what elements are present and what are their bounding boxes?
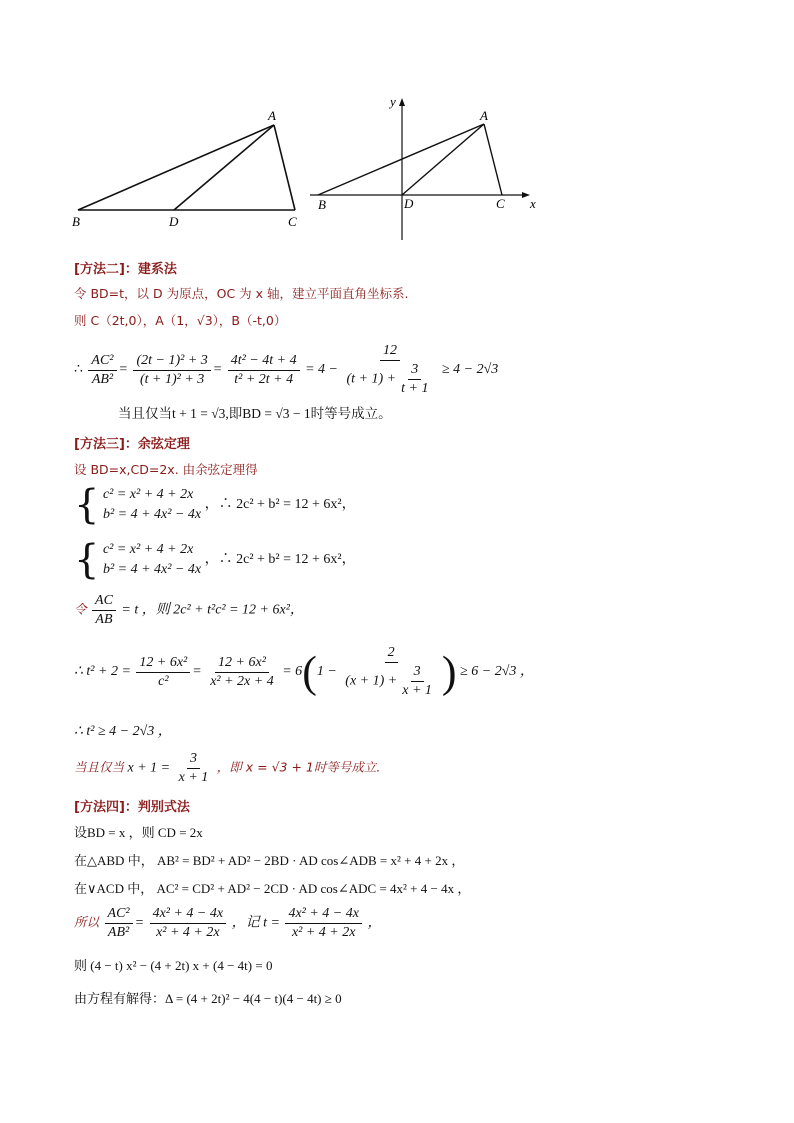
m3-eq-c-den-a: (x + 1) + bbox=[345, 673, 398, 689]
label-d: D bbox=[404, 196, 414, 211]
method4-ratio: 所以 $\frac{\text{AC²}}{\text{AB²}}$ = $\frac{\text{4x² + 4 − 4x}}{\text{x² + 4 + 2x}}$ ，记 t = $\frac{\text{4x² + 4 − 4x}}{\text{x² + 4 + 2x}}$ ， bbox=[74, 906, 382, 940]
sys1-result: ，∴ 2c² + b² = 12 + 6x²， bbox=[204, 497, 356, 513]
ratio-b-den: x² + 4 + 2x bbox=[156, 925, 220, 940]
m3-eq-c-in: 1 − bbox=[316, 664, 337, 680]
method4-line1: 设BD = x ，则 CD = 2x bbox=[74, 825, 203, 840]
method3-system-1: { c² = x² + 4 + 2x b² = 4 + 4x² − 4x ，∴ 2c² + b² = 12 + 6x²， bbox=[74, 482, 356, 528]
method3-let bbox=[74, 592, 304, 629]
segment-ac bbox=[274, 125, 295, 210]
method2-equation: ∴ $\frac{\text{AC²}}{\text{AB²}}$ = $\frac{\text{(2t − 1)² + 3}}{\text{(t + 1)² + 3}}$ = $\frac{\text{4t² − 4t + 4}}{\text{t² + 2t + 4}}$ = 4 − 12 (t + 1) + $\frac{3}{t + 1}$ ≥ 4 − 2√3 bbox=[74, 343, 499, 396]
cond-num: 3 bbox=[187, 750, 200, 769]
x-axis-arrow bbox=[522, 192, 530, 198]
ratio-c-num: 4x² + 4 − 4x bbox=[285, 905, 362, 924]
m3-eq-rhs: ≥ 6 − 2√3 ， bbox=[460, 664, 534, 680]
label-b: B bbox=[72, 214, 80, 229]
triangle-figure bbox=[68, 105, 308, 230]
m3-eq-c-num: 2 bbox=[385, 644, 398, 663]
method3-result: ∴ t² ≥ 4 − 2√3 ， bbox=[74, 724, 172, 739]
eq-lhs-num: AC² bbox=[88, 352, 116, 371]
eq-f3-num: 12 bbox=[380, 342, 400, 361]
method3-condition bbox=[74, 750, 380, 787]
y-axis-arrow bbox=[399, 98, 405, 106]
m3-eq-b-den: x² + 2x + 4 bbox=[210, 673, 274, 689]
let-post: = t ，则 2c² + t²c² = 12 + 6x²， bbox=[121, 602, 304, 618]
let-den: AB bbox=[95, 612, 113, 627]
sys1-a: c² = x² + 4 + 2x bbox=[102, 487, 194, 502]
ratio-mid: ，记 t = bbox=[231, 915, 280, 931]
eq-f2-den: t² + 2t + 4 bbox=[234, 371, 294, 387]
m3-eq-c-den-den: x + 1 bbox=[402, 683, 432, 698]
eq-f3-den-num: 3 bbox=[408, 361, 421, 380]
ratio-c-den: x² + 4 + 2x bbox=[291, 925, 356, 940]
cond-post: ，即 x = √3 + 1时等号成立. bbox=[216, 759, 381, 775]
eq-f3-den-den: t + 1 bbox=[401, 381, 429, 396]
segment-ad bbox=[174, 125, 274, 210]
method4-line2: 在△ABD 中， AB² = BD² + AD² − 2BD · AD cos∠ADB = x² + 4 + 2x ， bbox=[74, 853, 465, 868]
coordinate-figure bbox=[300, 92, 550, 244]
m3-eq-a-den: c² bbox=[158, 673, 169, 689]
method4-heading: [方法四]：判别式法 bbox=[74, 800, 190, 815]
label-c: C bbox=[496, 196, 505, 211]
segment-ba bbox=[318, 124, 484, 195]
ratio-b-num: 4x² + 4 − 4x bbox=[150, 905, 227, 924]
method3-equation: ∴ t² + 2 = $\frac{\text{12 + 6x²}}{\text{c²}}$ = $\frac{\text{12 + 6x²}}{\text{x² + 2x + 4}}$ = 6(1 − 2 (x + 1) + $\frac{3}{x + 1}$ ) ≥ 6 − 2√3 ， bbox=[74, 645, 534, 698]
ratio-pre: 所以 bbox=[74, 914, 100, 930]
eq-f3-den-a: (t + 1) + bbox=[346, 371, 397, 387]
eq-lhs-den: AB² bbox=[91, 371, 114, 387]
let-num: AC bbox=[92, 592, 116, 611]
sys2-b: b² = 4 + 4x² − 4x bbox=[102, 562, 202, 577]
cond-pre: 当且仅当 bbox=[74, 759, 125, 775]
sys1-b: b² = 4 + 4x² − 4x bbox=[102, 507, 202, 522]
sys2-result: ，∴ 2c² + b² = 12 + 6x²， bbox=[204, 552, 356, 568]
eq-rhs: ≥ 4 − 2√3 bbox=[441, 362, 499, 378]
cond-lhs: x + 1 = bbox=[127, 760, 171, 776]
method3-line1: 设 BD=x,CD=2x. 由余弦定理得 bbox=[74, 462, 258, 477]
eq-f1-den: (t + 1)² + 3 bbox=[139, 371, 205, 387]
eq-f2-num: 4t² − 4t + 4 bbox=[228, 352, 300, 371]
m3-eq-pre: ∴ t² + 2 = bbox=[74, 664, 131, 680]
method2-line2: 则 C（2t,0），A（1，√3），B（-t,0） bbox=[74, 313, 287, 328]
method2-line1: 令 BD=t，以 D 为原点，OC 为 x 轴，建立平面直角坐标系. bbox=[74, 286, 409, 301]
label-a: A bbox=[480, 108, 488, 123]
method2-heading: [方法二]：建系法 bbox=[74, 262, 177, 277]
method4-line3: 在∨ACD 中， AC² = CD² + AD² − 2CD · AD cos∠ADC = 4x² + 4 − 4x ， bbox=[74, 881, 471, 896]
method3-heading: [方法三]：余弦定理 bbox=[74, 437, 190, 452]
m3-eq-a-num: 12 + 6x² bbox=[136, 654, 190, 673]
method3-system-2: { c² = x² + 4 + 2x b² = 4 + 4x² − 4x ，∴ 2c² + b² = 12 + 6x²， bbox=[74, 537, 356, 583]
segment-ac bbox=[484, 124, 502, 195]
label-y: y bbox=[390, 94, 396, 109]
sys2-a: c² = x² + 4 + 2x bbox=[102, 542, 194, 557]
label-x: x bbox=[530, 196, 536, 211]
method4-line6: 由方程有解得：Δ = (4 + 2t)² − 4(4 − t)(4 − 4t) ≥ 0 bbox=[74, 991, 342, 1006]
cond-den: x + 1 bbox=[178, 770, 209, 785]
segment-ab bbox=[78, 125, 274, 210]
label-c: C bbox=[288, 214, 297, 229]
label-b: B bbox=[318, 197, 326, 212]
m3-eq-c-pre: = 6 bbox=[282, 664, 303, 680]
method4-line5: 则 (4 − t) x² − (4 + 2t) x + (4 − 4t) = 0 bbox=[74, 958, 273, 973]
segment-da bbox=[402, 124, 484, 195]
method2-condition: 当且仅当t + 1 = √3,即BD = √3 − 1时等号成立。 bbox=[118, 406, 392, 421]
m3-eq-b-num: 12 + 6x² bbox=[215, 654, 269, 673]
ratio-a-den: AB² bbox=[107, 925, 130, 940]
eq-f3-pre: = 4 − bbox=[305, 362, 339, 378]
ratio-post: ， bbox=[367, 915, 382, 931]
m3-eq-c-den-num: 3 bbox=[411, 663, 424, 682]
ratio-a-num: AC² bbox=[105, 905, 133, 924]
let-pre: 令 bbox=[74, 601, 87, 617]
label-d: D bbox=[169, 214, 179, 229]
label-a: A bbox=[268, 108, 276, 123]
eq-f1-num: (2t − 1)² + 3 bbox=[133, 352, 210, 371]
